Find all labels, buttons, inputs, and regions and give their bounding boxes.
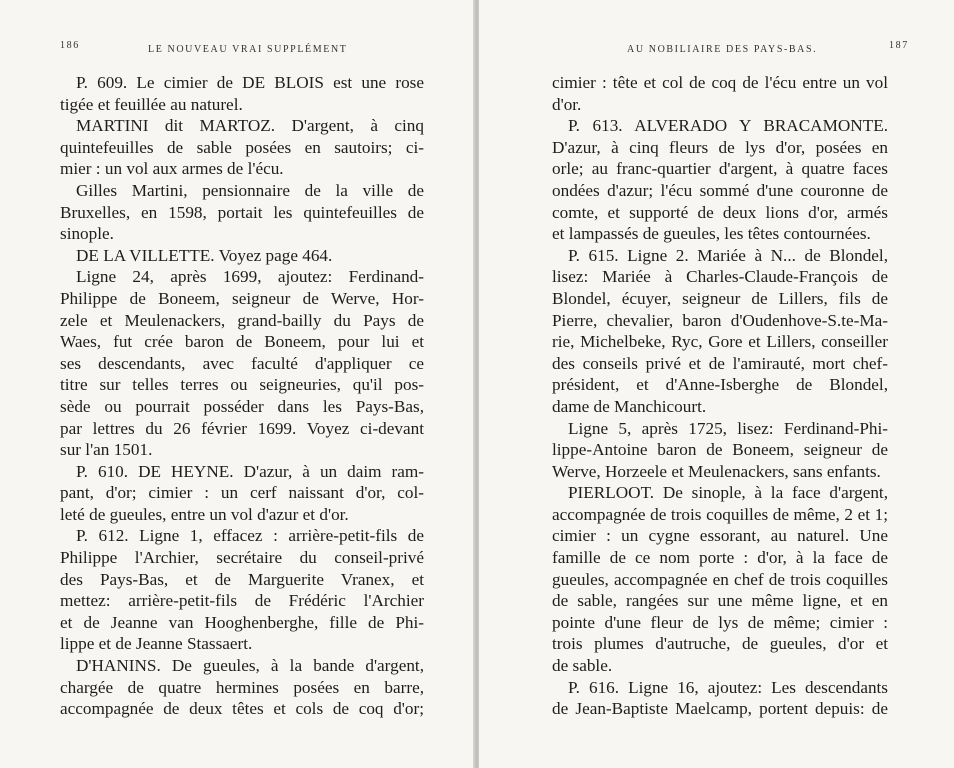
text-line: chargée de quatre hermines posées en barre, bbox=[60, 677, 424, 697]
text-line: P. 610. DE HEYNE. D'azur, à un daim ram- bbox=[76, 461, 424, 481]
text-line: P. 616. Ligne 16, ajoutez: Les descendants bbox=[568, 677, 888, 697]
text-line: P. 612. Ligne 1, effacez : arrière-petit-fils de bbox=[76, 526, 424, 546]
text-line: Bruxelles, en 1598, portait les quintefeuilles de bbox=[60, 202, 424, 222]
text-line: Ligne 5, après 1725, lisez: Ferdinand-Phi- bbox=[568, 418, 888, 438]
text-line: des Pays-Bas, et de Marguerite Vranex, et bbox=[60, 569, 424, 589]
text-line: par lettres du 26 février 1699. Voyez ci-devant bbox=[60, 418, 424, 438]
text-line: P. 609. Le cimier de DE BLOIS est une rose bbox=[76, 73, 424, 92]
text-line: PIERLOOT. De sinople, à la face d'argent, bbox=[568, 483, 888, 503]
text-line: de sable, rangées sur une même ligne, et en bbox=[552, 591, 888, 611]
text-line: accompagnée de deux têtes et cols de coq d'or; bbox=[60, 699, 424, 719]
text-line: de sable. bbox=[552, 656, 613, 676]
text-line: mier : un vol aux armes de l'écu. bbox=[60, 159, 284, 179]
right-page bbox=[479, 0, 954, 768]
text-line: d'or. bbox=[552, 94, 582, 114]
text-line: D'HANINS. De gueules, à la bande d'argent, bbox=[76, 656, 424, 676]
page-number-right: 187 bbox=[889, 40, 909, 51]
text-line: ondées d'azur; l'écu sommé d'une couronne de bbox=[552, 180, 888, 200]
text-line: dame de Manchicourt. bbox=[552, 396, 707, 416]
text-line: gueules, accompagnée en chef de trois coquilles bbox=[552, 569, 888, 589]
text-line: sur l'an 1501. bbox=[60, 440, 153, 460]
text-line: DE LA VILLETTE. Voyez page 464. bbox=[76, 245, 333, 265]
text-line: Philippe de Boneem, seigneur de Werve, Hor- bbox=[60, 288, 424, 308]
text-line: cimier : un cygne essorant, au naturel. Une bbox=[552, 526, 888, 546]
text-line: et lampassés de gueules, les têtes contournées. bbox=[552, 224, 871, 244]
text-line: lippe et de Jeanne Stassaert. bbox=[60, 634, 253, 654]
text-line: pant, d'or; cimier : un cerf naissant d'or, col- bbox=[60, 483, 424, 503]
text-line: Gilles Martini, pensionnaire de la ville de bbox=[76, 180, 424, 200]
text-line: sinople. bbox=[60, 224, 114, 244]
text-line: des conseils privé et de l'amirauté, mort chef- bbox=[552, 353, 888, 373]
text-line: sède ou pourrait posséder dans les Pays-Bas, bbox=[60, 396, 424, 416]
text-line: tigée et feuillée au naturel. bbox=[60, 94, 243, 114]
running-head-left: LE NOUVEAU VRAI SUPPLÉMENT bbox=[148, 44, 348, 55]
text-line: ses descendants, avec faculté d'appliquer ce bbox=[60, 353, 424, 373]
text-line: Philippe l'Archier, secrétaire du conseil-privé bbox=[60, 548, 424, 568]
text-line: titre sur telles terres ou seigneuries, qu'il pos- bbox=[60, 375, 424, 395]
running-head-right: AU NOBILIAIRE DES PAYS-BAS. bbox=[627, 44, 818, 55]
text-line: et de Jeanne van Hooghenberghe, fille de Phi- bbox=[60, 612, 424, 632]
text-line: accompagnée de trois coquilles de même, 2 et 1; bbox=[552, 504, 888, 524]
page-number-left: 186 bbox=[60, 40, 80, 51]
text-line: Waes, fut crée baron de Boneem, pour lui et bbox=[60, 332, 424, 352]
text-line: de Jean-Baptiste Maelcamp, portent depuis: de bbox=[552, 699, 888, 719]
text-line: lisez: Mariée à Charles-Claude-François de bbox=[552, 267, 888, 287]
text-line: comte, et supporté de deux lions d'or, armés bbox=[552, 202, 888, 222]
text-line: trois plumes d'autruche, de gueules, d'or et bbox=[552, 634, 888, 654]
text-line: orle; au franc-quartier d'argent, à quatre faces bbox=[552, 159, 888, 179]
text-line: famille de ce nom porte : d'or, à la face de bbox=[552, 548, 888, 568]
text-line: président, et d'Anne-Isberghe de Blondel, bbox=[552, 375, 888, 395]
text-line: MARTINI dit MARTOZ. D'argent, à cinq bbox=[76, 116, 424, 136]
text-line: pointe d'une fleur de lys de même; cimier : bbox=[552, 612, 888, 632]
text-line: D'azur, à cinq fleurs de lys d'or, posées en bbox=[552, 137, 888, 157]
left-page-text bbox=[60, 72, 424, 720]
text-line: zele et Meulenackers, grand-bailly du Pays de bbox=[60, 310, 424, 330]
text-line: Werve, Horzeele et Meulenackers, sans enfants. bbox=[552, 461, 881, 481]
text-line: leté de gueules, entre un vol d'azur et d'or. bbox=[60, 504, 349, 524]
text-line: cimier : tête et col de coq de l'écu entre un vol bbox=[552, 73, 888, 92]
text-line: rie, Michelbeke, Ryc, Gore et Lillers, conseiller bbox=[552, 332, 888, 352]
text-line: P. 615. Ligne 2. Mariée à N... de Blondel, bbox=[568, 245, 888, 265]
text-line: Pierre, chevalier, baron d'Oudenhove-S.te-Ma- bbox=[552, 310, 888, 330]
text-line: Ligne 24, après 1699, ajoutez: Ferdinand- bbox=[76, 267, 424, 287]
text-line: Blondel, écuyer, seigneur de Lillers, fils de bbox=[552, 288, 888, 308]
text-line: mettez: arrière-petit-fils de Frédéric l'Archier bbox=[60, 591, 424, 611]
left-page bbox=[0, 0, 475, 768]
right-page-text bbox=[552, 72, 888, 720]
text-line: quintefeuilles de sable posées en sautoirs; ci- bbox=[60, 137, 424, 157]
text-line: lippe-Antoine baron de Boneem, seigneur de bbox=[552, 440, 888, 460]
text-line: P. 613. ALVERADO Y BRACAMONTE. bbox=[568, 116, 888, 136]
